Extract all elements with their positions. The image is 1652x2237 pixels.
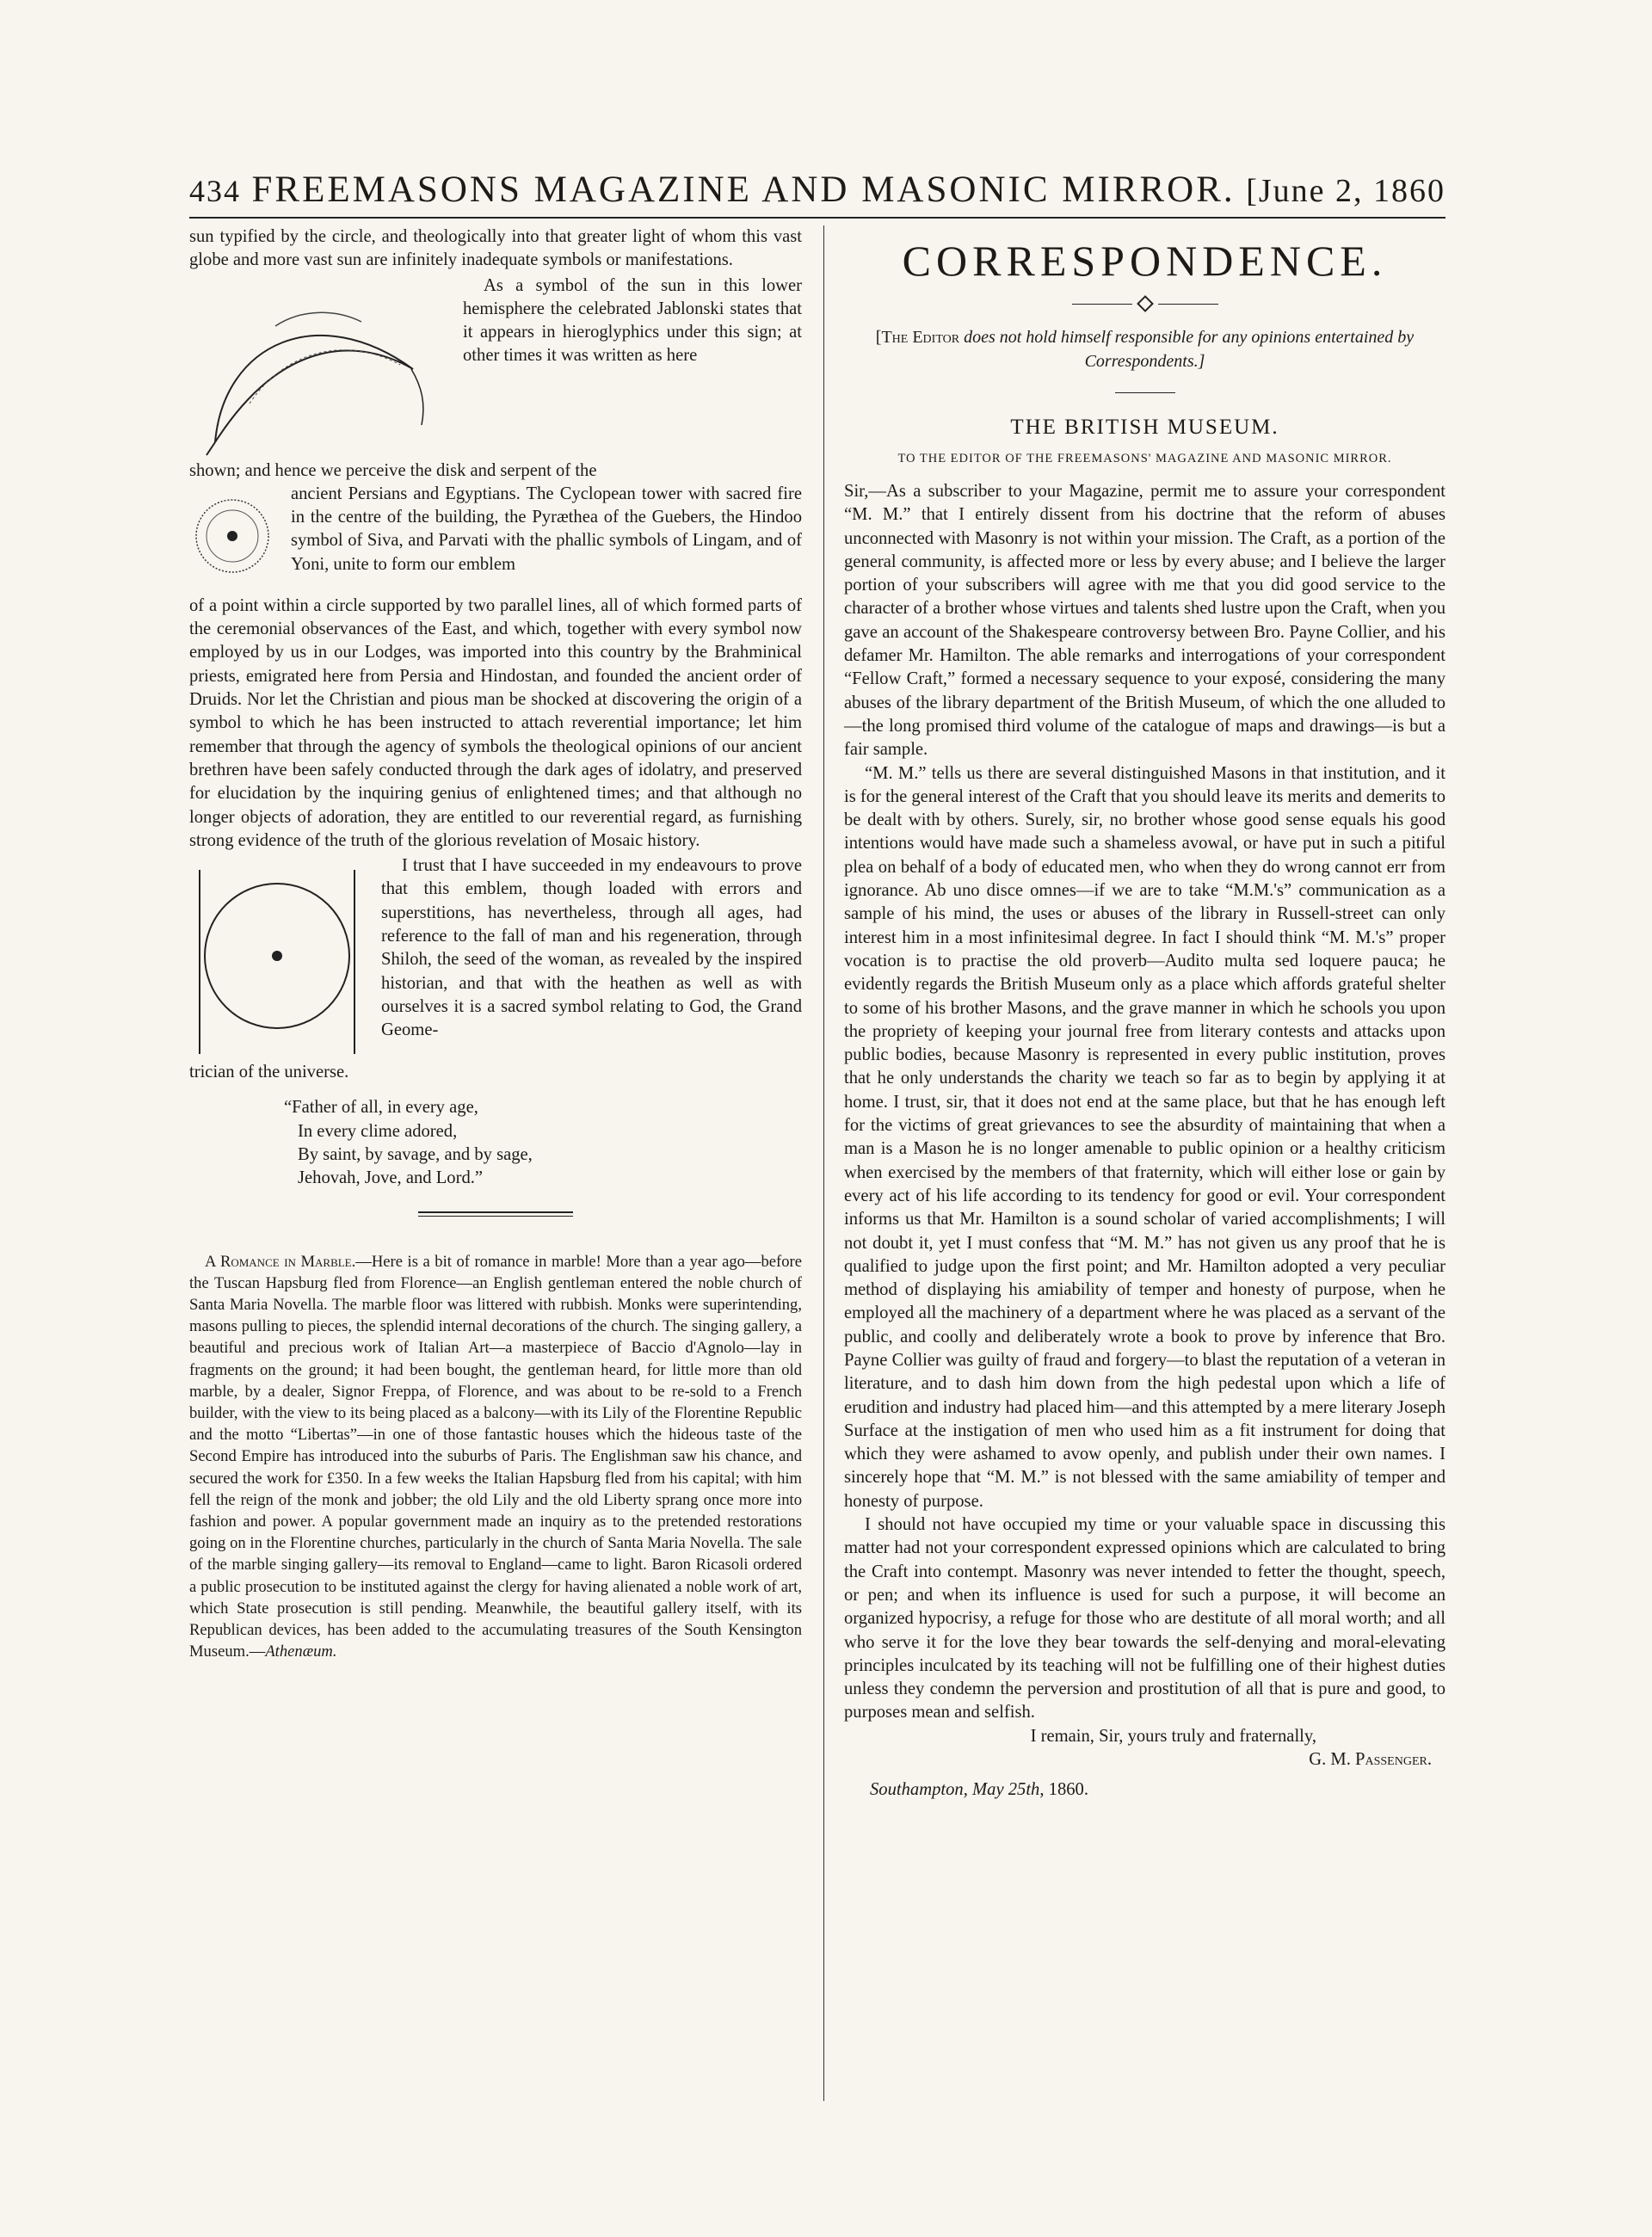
letter-paragraph-2: “M. M.” tells us there are several distinguished Masons in that institution, and it is for the general interest of the Craft that you should leave its merits and demerits to be dealt with by others. Surely, sir, no brother whose good sense equals his good intentions would have made such a shameless avowal, or have put in such a pitiful plea on behalf of a body of educated men, who when they do wrong cannot err from ignorance. Ab uno disce omnes—if we are to take “M.M.'s” communication as a sample of his mind, the uses or abuses of the library in Russell-street can only interest him in a most infinitesimal degree. In fact I should think “M. M.'s” proper vocation is to practise the old proverb—Audito multa sed loquere pauca; he evidently regards the British Museum only as a place which affords grateful shelter to some of his brother Masons, and the grave manner in which he schools you upon the propriety of keeping your journal free from literary contests and attacks upon public bodies, because Masonry is represented in every public institution, proves that he only understands the charity we teach so far as to begin by applying it at home. I trust, sir, that it does not end at the same place, but that he has enough left for the victims of great grievances to see the absurdity of maintaining that when a man is a Mason he is no longer amenable to public opinion or a healthy criticism when exercised by the members of that fraternity, which will either lose or gain by every act of his life according to its tendency for good or evil. Your correspondent informs us that Mr. Hamilton is a sound scholar of varied accomplishments; I will not doubt it, yet I must confess that “M. M.” has not given us any proof that he is qualified to judge upon the first point; and Mr. Hamilton adopted a very peculiar method of displaying his amiability of temper and honesty of purpose, when he employed all the machinery of a department where he was placed as a servant of the public, and coolly and deliberately wrote a book to prove by inference that Bro. Payne Collier was guilty of fraud and forgery—to blast the reputation of a veteran in literature, and to dash him down from the high pedestal upon which a life of erudition and industry had placed him—and this attempted by a mere literary Joseph Surface at the instigation of men who used him as a fit instrument for doing that which they were ashamed to avow openly, and publish under their own names. I sincerely hope that “M. M.” is not blessed with the same amiability of temper and honesty of purpose.	[844, 763, 1446, 1511]
romance-source: Athenæum.	[265, 1642, 337, 1661]
paragraph-conclusion: I trust that I have succeeded in my endeavours to prove that this emblem, though loaded with errors and superstitions, has nevertheless, through all ages, had reference to the fall of man and his regeneration, through Shiloh, the seed of the woman, as revealed by the inspired historian, and that with the heathen as well as with ourselves it is a sacred symbol relating to God, the Grand Geome-	[381, 856, 802, 1040]
diamond-ornament-icon	[1137, 295, 1154, 312]
paragraph-point-within-circle: of a point within a circle supported by two parallel lines, all of which formed parts of the ceremonial observances of the East, and which, together with every symbol now employed by us in our Lodges, was imported into this country by the Brahminical priests, emigrated here from Persia and Hindostan, and founded the ancient order of Druids. Nor let the Christian and pious man be shocked at discovering the origin of a symbol to which he has been instructed to attach reverential importance; let him remember that through the agency of symbols the theological opinions of our ancient brethren have been safely conducted through the dark ages of idolatry, and preserved for elucidation by the inquiring genius of enlightened times; and that although no longer objects of adoration, they are entitled to our reverential regard, as furnishing strong evidence of the truth of the glorious revelation of Mosaic history.	[189, 595, 802, 850]
paragraph-sun: sun typified by the circle, and theologically into that greater light of whom this vast globe and more vast sun are infinitely inadequate symbols or manifestations.	[189, 227, 802, 270]
letter-paragraph-3: I should not have occupied my time or your valuable space in discussing this matter had not your correspondent expressed opinions which are calculated to bring the Craft into contempt. Masonry was never intended to fetter the thought, speech, or pen; and when its influence is used for such a purpose, it will become an organized hypocrisy, a refuge for those who are destitute of all moral worth; and all who serve it for the love they bear towards the self-denying and moral-elevating principles inculcated by its teaching will not be fulfilling one of their highest duties unless they condemn the perversion and prostitution of all that is pure and good, to purposes mean and selfish.	[844, 1515, 1446, 1722]
paragraph-conclusion-end: trician of the universe.	[189, 1063, 349, 1082]
editor-note: [The Editor does not hold himself responsible for any opinions entertained by Correspondents.]	[875, 328, 1415, 371]
publication-title: FREEMASONS MAGAZINE AND MASONIC MIRROR.	[251, 169, 1236, 210]
sun-disk-icon	[189, 483, 275, 595]
sun-disk-figure-row	[189, 483, 802, 595]
correspondence-heading: CORRESPONDENCE.	[902, 237, 1388, 285]
point-within-circle-icon	[189, 854, 366, 1061]
short-rule	[1115, 392, 1175, 393]
article-title: THE BRITISH MUSEUM.	[1010, 416, 1279, 439]
paragraph-persians: ancient Persians and Egyptians. The Cyclopean tower with sacred fire in the centre of the building, the Pyræthea of the Guebers, the Hindoo symbol of Siva, and Parvati with the phallic symbols of Lingam, and of Yoni, unite to form our emblem	[291, 484, 802, 574]
to-editor-line: TO THE EDITOR OF THE FREEMASONS' MAGAZINE AND MASONIC MIRROR.	[897, 452, 1392, 465]
verse-line: Jehovah, Jove, and Lord.”	[298, 1168, 484, 1188]
letter-place-date: Southampton, May 25th, 1860.	[870, 1780, 1088, 1800]
paragraph-jablonski: As a symbol of the sun in this lower hemisphere the celebrated Jablonski states that it appears in hieroglyphics under this sign; at other times it was written as here	[463, 275, 802, 366]
romance-in-marble-article	[189, 1251, 802, 1663]
left-column	[189, 225, 802, 1663]
romance-body: —Here is a bit of romance in marble! More than a year ago—before the Tuscan Hapsburg fled from Florence—an English gentleman entered the noble church of Santa Maria Novella. The marble floor was littered with rubbish. Monks were superintending, masons pulling to pieces, the splendid internal decorations of the church. The singing gallery, a beautiful and precious work of Italian Art—a masterpiece of Baccio d'Agnolo—lay in fragments on the ground; it had been bought, the gentleman heard, for little more than old marble, by a dealer, Signor Freppa, of Florence, and was about to be re-sold to a French builder, with the view to its being placed as a balcony—with its Lily of the Florentine Republic and the motto “Libertas”—in one of those fantastic houses which the hideous taste of the Second Empire has introduced into the suburbs of Paris. The Englishman saw his chance, and secured the work for £350. In a few weeks the Italian Hapsburg fled from his capital; with him fell the reign of the monk and jobber; the old Lily and the old Liberty sprang once more into fashion and power. A popular government made an inquiry as to the pretended restorations going on in the Florentine churches, particularly in the church of Santa Maria Novella. The sale of the marble singing gallery—its removal to England—came to light. Baron Ricasoli ordered a public prosecution to be instituted against the clergy for having alienated a noble work of art, which State prosecution is still pending. Meanwhile, the beautiful gallery itself, with its Republican devices, has been added to the accumulating treasures of the South Kensington Museum.—	[189, 1252, 802, 1661]
paragraph-disk-serpent-line: shown; and hence we perceive the disk and serpent of the	[189, 460, 597, 480]
right-column	[844, 225, 1446, 1803]
verse-line: In every clime adored,	[298, 1121, 458, 1141]
header-rule	[189, 217, 1446, 219]
letter-closing: I remain, Sir, yours truly and fraternally,	[1030, 1726, 1316, 1746]
column-divider	[823, 225, 824, 2101]
issue-date: [June 2, 1860	[1246, 173, 1446, 209]
verse-line: “Father of all, in every age,	[284, 1098, 478, 1118]
page-number: 434	[189, 174, 241, 208]
letter-paragraph-1: Sir,—As a subscriber to your Magazine, permit me to assure your correspondent “M. M.” that I entirely dissent from his doctrine that the reform of abuses unconnected with Masonry is not within your mission. The Craft, as a portion of the general community, is affected more or less by every abuse; and I believe the larger portion of your subscribers will agree with me that you did good service to the character of a brother whose virtues and talents shed lustre upon the Craft, when you gave an account of the Shakespeare controversy between Bro. Payne Collier, and his defamer Mr. Hamilton. The able remarks and interrogations of your correspondent “Fellow Craft,” formed a necessary sequence to your exposé, considering the many abuses of the library department of the British Museum, of which the one alluded to—the long promised third volume of the catalogue of maps and drawings—is but a fair sample.	[844, 482, 1446, 760]
crescent-serpent-icon	[189, 274, 447, 459]
verse-line: By saint, by savage, and by sage,	[298, 1145, 533, 1165]
ornament-rule	[844, 298, 1446, 310]
hymn-verse	[284, 1096, 802, 1190]
page-header	[189, 169, 1446, 212]
romance-title: A Romance in Marble.	[205, 1252, 356, 1271]
letter-signature: G. M. Passenger.	[1309, 1750, 1432, 1770]
circle-lines-figure-row	[189, 854, 802, 1061]
crescent-figure-row	[189, 274, 802, 459]
section-separator	[418, 1211, 573, 1217]
